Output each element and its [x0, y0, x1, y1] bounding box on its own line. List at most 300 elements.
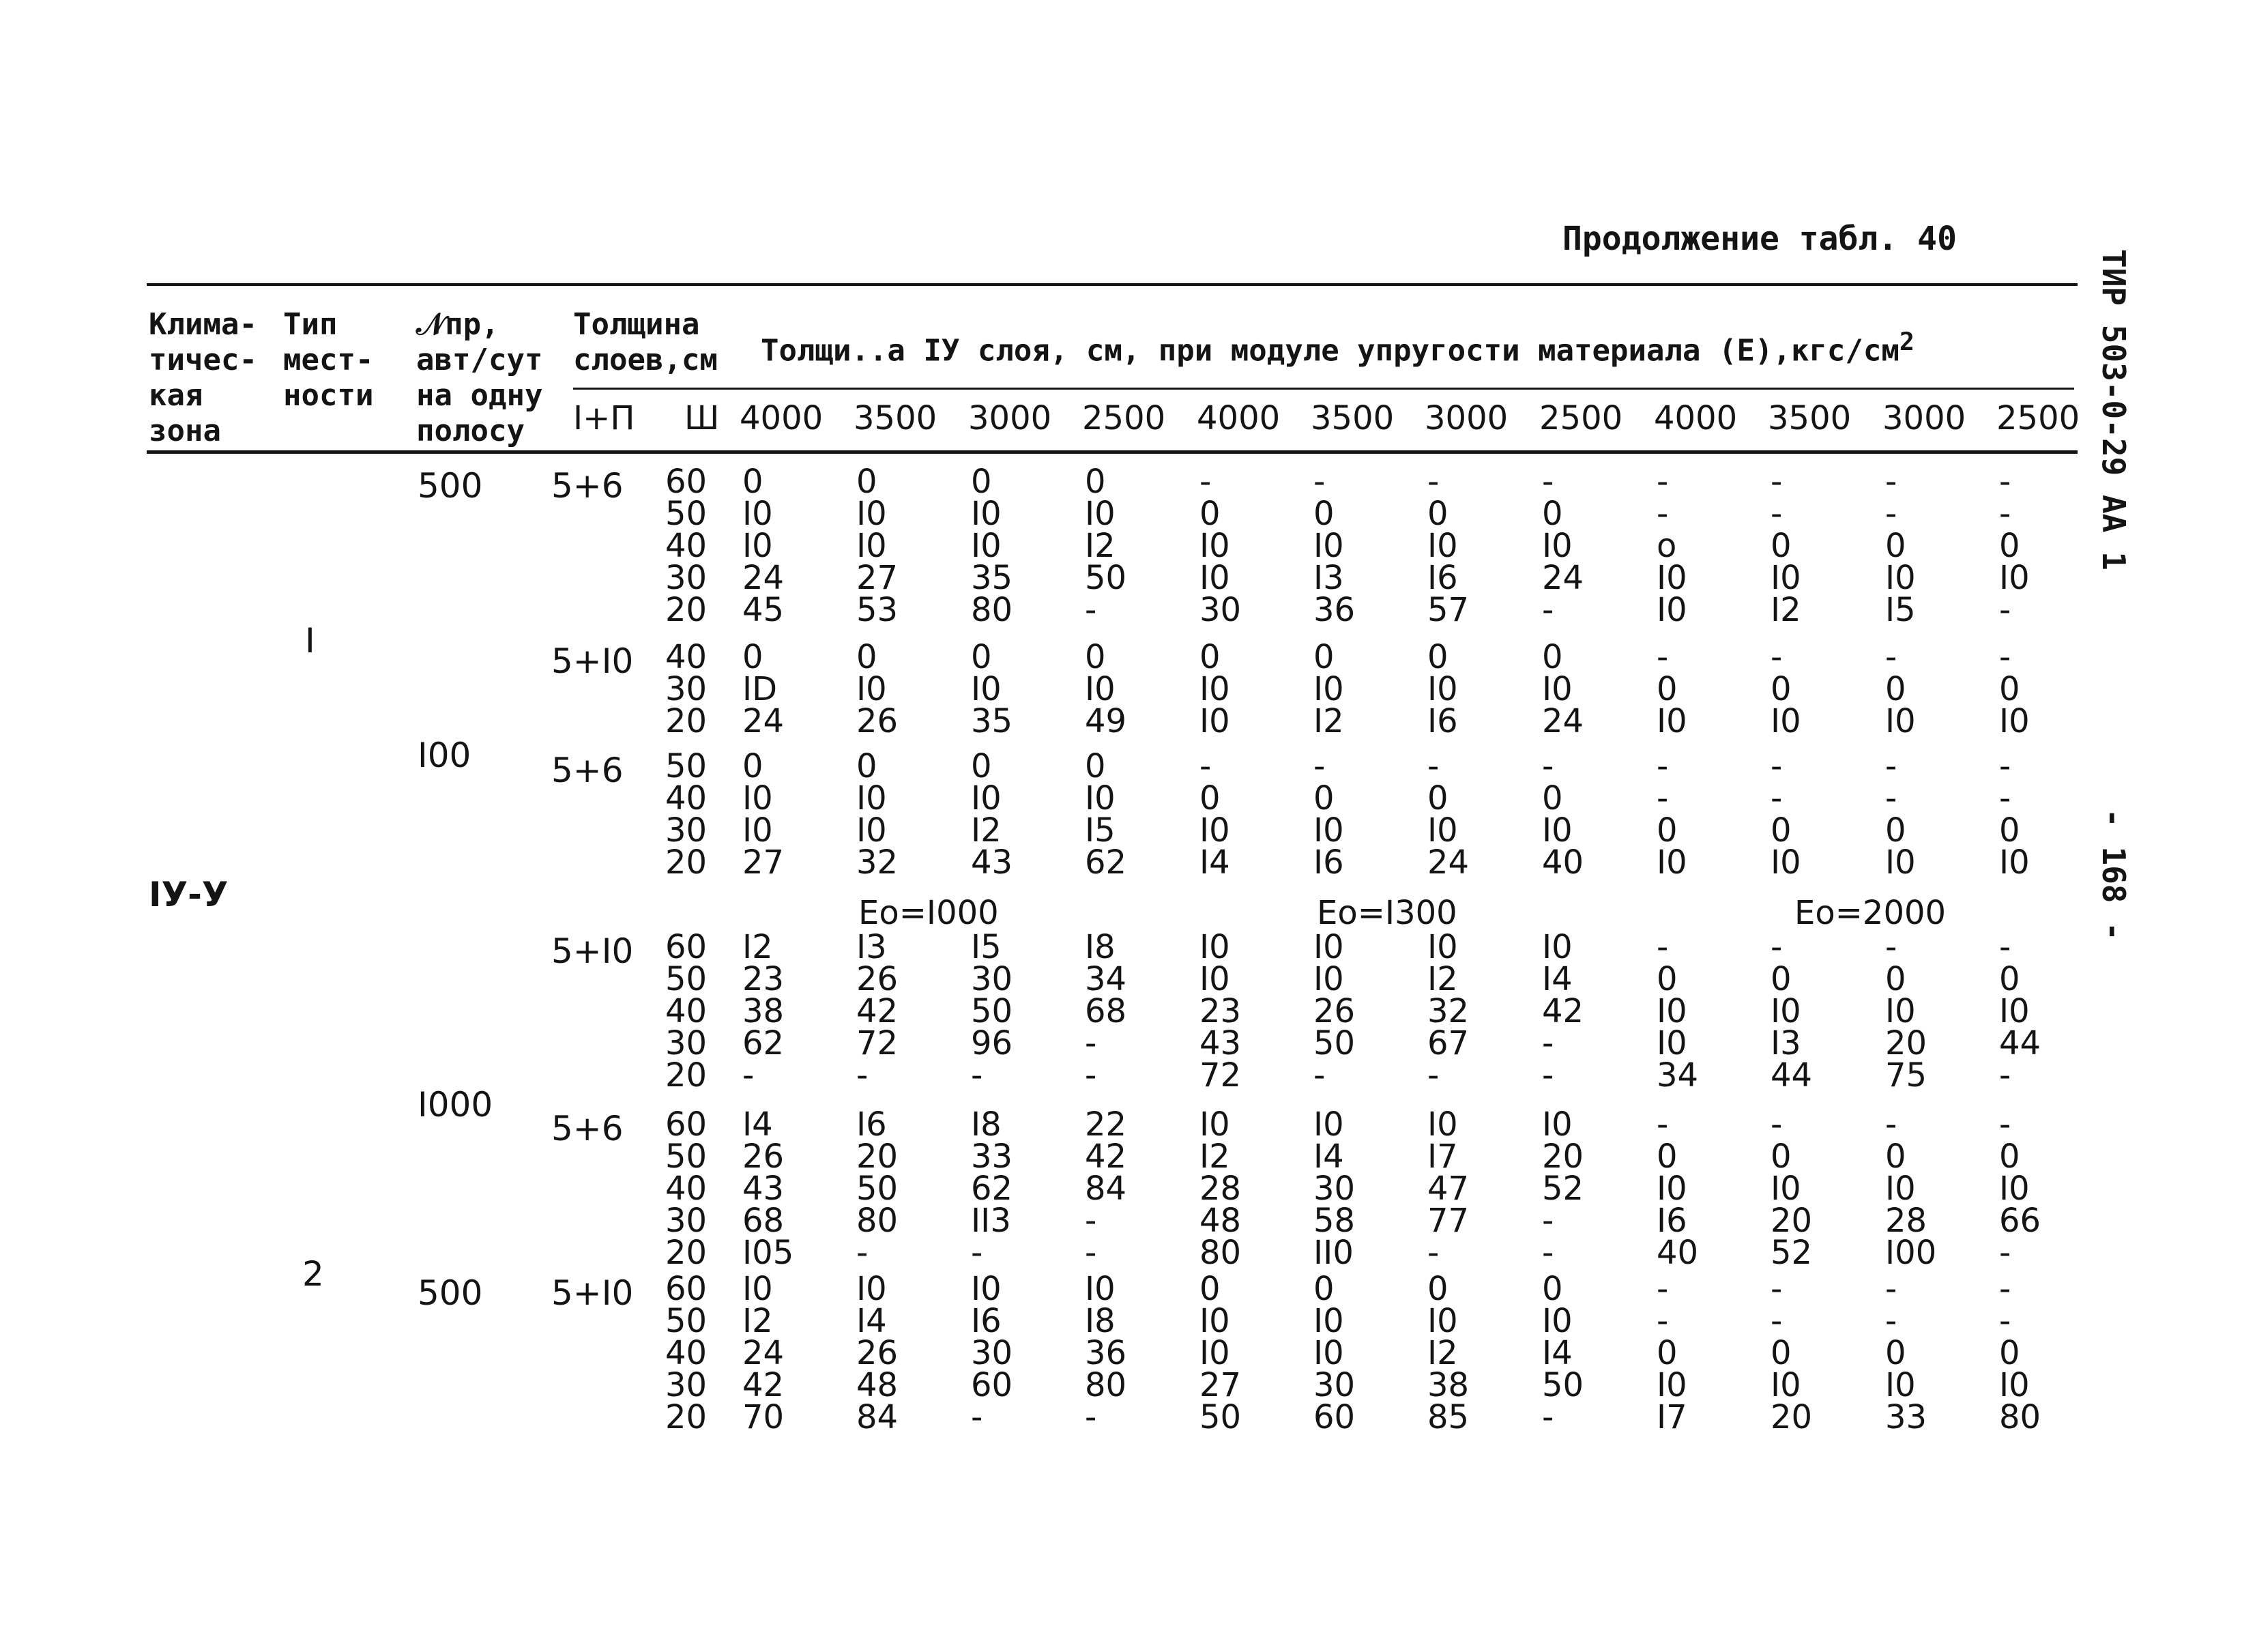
table-cell: 42 — [856, 992, 899, 1030]
modulus-column-3 — [1085, 928, 1127, 1095]
modulus-column-10 — [1885, 638, 1916, 740]
table-cell: - — [1771, 1270, 1783, 1308]
table-cell: 30 — [665, 811, 708, 850]
table-cell: I0 — [971, 495, 1002, 533]
table-cell: 0 — [1885, 960, 1906, 998]
table-cell: - — [1999, 928, 2011, 966]
table-cell: I0 — [1427, 1105, 1458, 1144]
table-cell: I0 — [1085, 670, 1116, 708]
table-cell: I0 — [1885, 1170, 1916, 1208]
table-cell: - — [1771, 495, 1783, 533]
modulus-column-11 — [1999, 1105, 2041, 1272]
table-cell: - — [1771, 1302, 1783, 1340]
traffic-1000: I000 — [418, 1085, 493, 1125]
table-cell: 20 — [1771, 1398, 1813, 1436]
table-cell: 0 — [1999, 1334, 2020, 1372]
table-cell: - — [1885, 1270, 1897, 1308]
traffic-500-b: 500 — [418, 1273, 483, 1313]
table-cell: 30 — [665, 1366, 708, 1404]
table-cell: 43 — [971, 843, 1013, 882]
table-cell: I0 — [1085, 1270, 1116, 1308]
table-cell: 49 — [1085, 702, 1127, 740]
table-cell: I2 — [1771, 591, 1801, 629]
table-cell: 30 — [665, 559, 708, 597]
table-cell: - — [1657, 779, 1669, 817]
modulus-column-11 — [1999, 928, 2041, 1095]
table-cell: 50 — [1199, 1398, 1242, 1436]
table-cell: - — [1999, 463, 2011, 501]
table-cell: 0 — [1885, 1137, 1906, 1176]
subheader-layer-3: Ш — [684, 399, 720, 437]
modulus-column-4 — [1199, 638, 1230, 740]
modulus-column-6 — [1427, 463, 1470, 629]
modulus-column-8 — [1657, 638, 1687, 740]
table-cell: 80 — [1999, 1398, 2041, 1436]
table-cell: 0 — [1999, 811, 2020, 850]
table-cell: 0 — [1542, 638, 1563, 676]
table-cell: 40 — [665, 1334, 708, 1372]
modulus-column-0 — [742, 463, 785, 629]
modulus-column-9 — [1771, 928, 1813, 1095]
table-cell: I2 — [742, 1302, 773, 1340]
table-cell: 75 — [1885, 1056, 1927, 1095]
table-cell: 0 — [742, 463, 763, 501]
modulus-column-5 — [1313, 747, 1344, 882]
modulus-column-4 — [1199, 747, 1230, 882]
table-cell: I2 — [742, 928, 773, 966]
table-cell: I0 — [1999, 1170, 2030, 1208]
table-cell: I0 — [1542, 1302, 1573, 1340]
table-cell: 48 — [1199, 1202, 1242, 1240]
table-cell: 0 — [1199, 779, 1221, 817]
modulus-header-1: 3500 — [854, 399, 937, 437]
table-cell: I4 — [1313, 1137, 1344, 1176]
table-cell: 38 — [742, 992, 785, 1030]
table-cell: - — [1427, 1056, 1440, 1095]
table-cell: I0 — [856, 811, 887, 850]
modulus-column-6 — [1427, 1105, 1470, 1272]
table-cell: I0 — [1199, 928, 1230, 966]
table-cell: 48 — [856, 1366, 899, 1404]
table-cell: I0 — [1542, 928, 1573, 966]
header-bottom-rule — [147, 450, 2078, 454]
table-cell: 53 — [856, 591, 899, 629]
table-cell: 43 — [742, 1170, 785, 1208]
table-cell: - — [1085, 1398, 1097, 1436]
table-cell: I0 — [1657, 843, 1687, 882]
table-cell: - — [1999, 1270, 2011, 1308]
table-cell: 72 — [1199, 1056, 1242, 1095]
modulus-column-6 — [1427, 747, 1470, 882]
table-cell: 60 — [665, 463, 708, 501]
table-cell: 0 — [1999, 1137, 2020, 1176]
table-cell: 42 — [742, 1366, 785, 1404]
table-cell: - — [856, 1234, 869, 1272]
modulus-header-2: 3000 — [968, 399, 1052, 437]
table-cell: - — [1771, 638, 1783, 676]
table-cell: 0 — [1771, 960, 1792, 998]
layers-value: 5+6 — [551, 466, 624, 506]
table-cell: 50 — [665, 1302, 708, 1340]
table-cell: 26 — [856, 960, 899, 998]
table-cell: I5 — [1885, 591, 1916, 629]
table-cell: I0 — [971, 527, 1002, 565]
table-cell: 26 — [856, 1334, 899, 1372]
table-cell: - — [1657, 747, 1669, 785]
table-cell: - — [1542, 1398, 1554, 1436]
table-cell: 0 — [1313, 638, 1335, 676]
table-cell: I4 — [1542, 1334, 1573, 1372]
table-cell: 0 — [856, 463, 877, 501]
table-cell: I0 — [1771, 992, 1801, 1030]
table-cell: 0 — [1771, 811, 1792, 850]
header-zone: Клима- тичес- кая зона — [149, 307, 257, 448]
table-cell: - — [856, 1056, 869, 1095]
table-cell: 50 — [1085, 559, 1127, 597]
table-cell: - — [1085, 1056, 1097, 1095]
table-cell: - — [1999, 1302, 2011, 1340]
table-cell: I0 — [1313, 1302, 1344, 1340]
table-cell: - — [1657, 928, 1669, 966]
modulus-column-3 — [1085, 638, 1127, 740]
table-cell: 77 — [1427, 1202, 1470, 1240]
table-cell: 23 — [742, 960, 785, 998]
layers-value: 5+I0 — [551, 641, 634, 681]
table-cell: 0 — [1771, 670, 1792, 708]
table-cell: 60 — [665, 1270, 708, 1308]
table-cell: 28 — [1885, 1202, 1927, 1240]
table-cell: 60 — [665, 928, 708, 966]
table-cell: I0 — [1199, 702, 1230, 740]
eo-label-1: Eo=I000 — [858, 894, 999, 932]
type-label-2: 2 — [302, 1254, 324, 1294]
subheader-rule — [573, 388, 2074, 390]
table-cell: I0 — [856, 527, 887, 565]
table-cell: 52 — [1771, 1234, 1813, 1272]
table-cell: I0 — [1199, 1334, 1230, 1372]
table-cell: 0 — [1542, 1270, 1563, 1308]
table-cell: 0 — [1085, 747, 1106, 785]
table-cell: I0 — [971, 670, 1002, 708]
layers-value: 5+I0 — [551, 931, 634, 971]
table-cell: I00 — [1885, 1234, 1937, 1272]
modulus-column-4 — [1199, 1105, 1242, 1272]
modulus-column-8 — [1657, 747, 1687, 882]
table-cell: - — [1085, 1202, 1097, 1240]
table-cell: I0 — [1199, 960, 1230, 998]
table-cell: 0 — [1199, 638, 1221, 676]
table-cell: I0 — [1657, 1170, 1687, 1208]
modulus-column-10 — [1885, 463, 1916, 629]
modulus-column-0 — [742, 1105, 794, 1272]
table-cell: - — [1999, 779, 2011, 817]
modulus-column-0 — [742, 747, 785, 882]
table-cell: 0 — [1885, 527, 1906, 565]
eo-label-3: Eo=2000 — [1794, 894, 1947, 932]
table-caption: Продолжение табл. 40 — [1562, 220, 1957, 258]
modulus-column-0 — [742, 638, 785, 740]
modulus-header-8: 4000 — [1654, 399, 1738, 437]
table-cell: I3 — [1313, 559, 1344, 597]
table-cell: - — [1542, 1024, 1554, 1062]
table-cell: I4 — [856, 1302, 887, 1340]
table-cell: I0 — [971, 1270, 1002, 1308]
side-document-code: ТИР 503-0-29 АА 1 — [2095, 249, 2132, 570]
modulus-column-5 — [1313, 928, 1356, 1095]
table-cell: 30 — [665, 670, 708, 708]
table-cell: I0 — [1657, 992, 1687, 1030]
modulus-column-9 — [1771, 638, 1801, 740]
table-cell: I0 — [1427, 670, 1458, 708]
eo-label-2: Eo=I300 — [1317, 894, 1457, 932]
table-cell: I0 — [1885, 559, 1916, 597]
table-cell: - — [1085, 591, 1097, 629]
table-cell: 58 — [1313, 1202, 1356, 1240]
table-cell: 20 — [665, 843, 708, 882]
table-cell: 26 — [1313, 992, 1356, 1030]
table-cell: 0 — [856, 638, 877, 676]
table-cell: 0 — [1657, 1334, 1678, 1372]
table-cell: 35 — [971, 702, 1013, 740]
table-cell: 50 — [1542, 1366, 1584, 1404]
table-cell: 0 — [1427, 779, 1448, 817]
modulus-column-1 — [856, 747, 899, 882]
table-cell: 20 — [665, 1056, 708, 1095]
modulus-column-2 — [971, 928, 1013, 1095]
table-cell: 0 — [1657, 960, 1678, 998]
table-cell: I0 — [742, 1270, 773, 1308]
table-cell: 0 — [1771, 1334, 1792, 1372]
table-cell: 28 — [1199, 1170, 1242, 1208]
modulus-column-9 — [1771, 463, 1801, 629]
table-cell: 80 — [1199, 1234, 1242, 1272]
table-cell: I0 — [1085, 495, 1116, 533]
table-cell: - — [971, 1234, 983, 1272]
table-cell: 0 — [1771, 1137, 1792, 1176]
header-group-sup: 2 — [1899, 327, 1914, 356]
table-cell: 0 — [1199, 495, 1221, 533]
table-cell: 60 — [1313, 1398, 1356, 1436]
table-cell: 23 — [1199, 992, 1242, 1030]
table-cell: 34 — [1657, 1056, 1699, 1095]
table-cell: 26 — [856, 702, 899, 740]
table-cell: 50 — [665, 747, 708, 785]
table-cell: II3 — [971, 1202, 1011, 1240]
modulus-column-3 — [1085, 463, 1127, 629]
table-cell: - — [1085, 1234, 1097, 1272]
modulus-column-2 — [971, 747, 1013, 882]
table-cell: I0 — [856, 670, 887, 708]
table-cell: - — [1542, 463, 1554, 501]
table-cell: 0 — [1313, 779, 1335, 817]
modulus-column-9 — [1771, 1270, 1813, 1436]
modulus-column-1 — [856, 1105, 899, 1272]
table-cell: - — [1085, 1024, 1097, 1062]
table-cell: 0 — [1885, 1334, 1906, 1372]
modulus-column-11 — [1999, 638, 2030, 740]
table-cell: - — [1542, 1202, 1554, 1240]
modulus-column-6 — [1427, 928, 1470, 1095]
table-cell: - — [1657, 638, 1669, 676]
table-cell: 0 — [1657, 1137, 1678, 1176]
table-cell: 72 — [856, 1024, 899, 1062]
modulus-column-2 — [971, 1270, 1013, 1436]
table-cell: 40 — [1542, 843, 1584, 882]
table-cell: I0 — [1199, 811, 1230, 850]
header-type: Тип мест- ности — [283, 307, 374, 413]
layer-3-thickness-column — [665, 928, 708, 1095]
table-cell: - — [1999, 1234, 2011, 1272]
table-cell: 20 — [1885, 1024, 1927, 1062]
table-cell: I0 — [1313, 1334, 1344, 1372]
modulus-column-4 — [1199, 928, 1242, 1095]
table-cell: 40 — [665, 638, 708, 676]
table-cell: 20 — [1542, 1137, 1584, 1176]
layer-3-thickness-column — [665, 1270, 708, 1436]
table-cell: 30 — [971, 1334, 1013, 1372]
modulus-column-1 — [856, 638, 899, 740]
table-cell: 0 — [1313, 1270, 1335, 1308]
table-cell: I0 — [1542, 670, 1573, 708]
table-cell: 0 — [1427, 495, 1448, 533]
modulus-column-7 — [1542, 638, 1584, 740]
table-cell: - — [1999, 591, 2011, 629]
table-cell: 24 — [742, 559, 785, 597]
modulus-column-8 — [1657, 1105, 1699, 1272]
table-cell: - — [1771, 747, 1783, 785]
table-cell: 30 — [665, 1202, 708, 1240]
table-cell: I0 — [1771, 702, 1801, 740]
table-cell: I0 — [1313, 1105, 1344, 1144]
modulus-column-9 — [1771, 1105, 1813, 1272]
table-cell: 30 — [665, 1024, 708, 1062]
table-cell: 70 — [742, 1398, 785, 1436]
modulus-column-6 — [1427, 638, 1458, 740]
table-cell: 0 — [1999, 960, 2020, 998]
table-cell: I0 — [742, 527, 773, 565]
table-cell: 24 — [742, 702, 785, 740]
table-cell: - — [1427, 747, 1440, 785]
table-cell: 30 — [1313, 1366, 1356, 1404]
table-cell: I6 — [1313, 843, 1344, 882]
table-cell: I5 — [971, 928, 1002, 966]
modulus-column-5 — [1313, 638, 1344, 740]
modulus-column-2 — [971, 1105, 1013, 1272]
table-cell: I0 — [1427, 527, 1458, 565]
table-cell: - — [1542, 1056, 1554, 1095]
modulus-column-3 — [1085, 1270, 1127, 1436]
table-cell: 35 — [971, 559, 1013, 597]
modulus-header-9: 3500 — [1768, 399, 1852, 437]
table-cell: - — [1199, 747, 1212, 785]
table-cell: 27 — [856, 559, 899, 597]
table-cell: 67 — [1427, 1024, 1470, 1062]
table-cell: - — [1657, 495, 1669, 533]
table-cell: 27 — [1199, 1366, 1242, 1404]
table-cell: 0 — [971, 463, 992, 501]
table-cell: I6 — [971, 1302, 1002, 1340]
table-cell: 0 — [1085, 463, 1106, 501]
table-cell: I0 — [1657, 1366, 1687, 1404]
table-cell: 0 — [1657, 811, 1678, 850]
modulus-column-7 — [1542, 747, 1584, 882]
table-cell: 32 — [1427, 992, 1470, 1030]
table-cell: 45 — [742, 591, 785, 629]
table-cell: 85 — [1427, 1398, 1470, 1436]
type-label-1: I — [305, 621, 315, 661]
table-cell: - — [1542, 747, 1554, 785]
table-cell: 84 — [1085, 1170, 1127, 1208]
table-cell: I0 — [1771, 1170, 1801, 1208]
table-cell: 40 — [665, 992, 708, 1030]
table-cell: 0 — [1542, 495, 1563, 533]
table-cell: I0 — [1199, 1105, 1230, 1144]
table-cell: I0 — [1085, 779, 1116, 817]
table-cell: I0 — [1999, 702, 2030, 740]
modulus-column-8 — [1657, 928, 1699, 1095]
table-cell: 20 — [856, 1137, 899, 1176]
table-cell: I8 — [971, 1105, 1002, 1144]
modulus-header-11: 2500 — [1996, 399, 2080, 437]
traffic-100: I00 — [418, 736, 471, 775]
header-thickness: Толщина слоев,см — [573, 307, 718, 377]
modulus-column-7 — [1542, 1105, 1584, 1272]
table-cell: 40 — [665, 527, 708, 565]
modulus-header-4: 4000 — [1197, 399, 1281, 437]
table-cell: - — [1771, 928, 1783, 966]
table-cell: ID — [742, 670, 778, 708]
header-group: Толщи..а IУ слоя, см, при модуле упругости материала $(Е),кгс/см^2$ — [761, 327, 1914, 368]
table-cell: - — [1313, 1056, 1326, 1095]
table-cell: 30 — [971, 960, 1013, 998]
table-cell: 0 — [971, 747, 992, 785]
table-cell: I0 — [1542, 811, 1573, 850]
table-cell: - — [1542, 591, 1554, 629]
table-cell: - — [1313, 747, 1326, 785]
table-cell: o — [1657, 527, 1677, 565]
table-cell: 20 — [665, 702, 708, 740]
table-cell: I0 — [1313, 670, 1344, 708]
modulus-column-3 — [1085, 1105, 1127, 1272]
table-cell: 40 — [665, 779, 708, 817]
table-cell: - — [1999, 1105, 2011, 1144]
layers-value: 5+I0 — [551, 1273, 634, 1313]
layer-3-thickness-column — [665, 638, 708, 740]
table-cell: 66 — [1999, 1202, 2041, 1240]
table-cell: 50 — [665, 495, 708, 533]
table-cell: 0 — [1999, 527, 2020, 565]
table-cell: 80 — [1085, 1366, 1127, 1404]
traffic-500-a: 500 — [418, 466, 483, 506]
table-cell: I0 — [1313, 527, 1344, 565]
modulus-column-10 — [1885, 1270, 1927, 1436]
table-cell: - — [1313, 463, 1326, 501]
table-cell: I5 — [1085, 811, 1116, 850]
table-cell: 60 — [665, 1105, 708, 1144]
modulus-column-2 — [971, 463, 1013, 629]
table-cell: I6 — [1427, 702, 1458, 740]
table-cell: 0 — [1885, 811, 1906, 850]
table-cell: 52 — [1542, 1170, 1584, 1208]
table-cell: I0 — [742, 811, 773, 850]
table-cell: I2 — [1085, 527, 1116, 565]
table-cell: 62 — [971, 1170, 1013, 1208]
table-cell: - — [971, 1398, 983, 1436]
table-cell: 24 — [742, 1334, 785, 1372]
table-cell: I4 — [742, 1105, 773, 1144]
layer-3-thickness-column — [665, 1105, 708, 1272]
table-cell: 20 — [665, 1398, 708, 1436]
